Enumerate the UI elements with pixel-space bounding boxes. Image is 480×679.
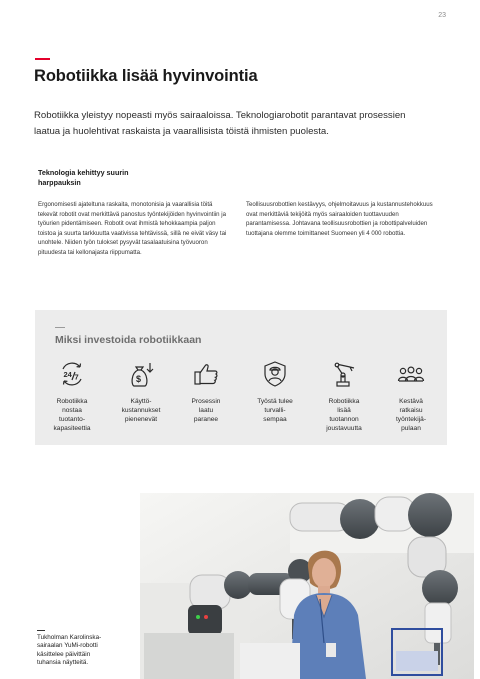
svg-text:24: 24	[63, 370, 72, 379]
side-heading: Teknologia kehittyy suurin harppauksin	[38, 168, 129, 187]
benefits-box-title: Miksi investoida robotiikkaan	[55, 334, 202, 346]
benefit-label: Robotiikka nostaa tuotanto- kapasiteettia	[53, 398, 91, 432]
box-title-rule	[55, 327, 65, 328]
24-7-clock-icon	[58, 360, 86, 388]
benefit-label: Kestävä ratkaisu työntekijä- pulaan	[395, 398, 427, 432]
robot-arm-icon	[330, 360, 358, 388]
svg-text:7: 7	[74, 372, 79, 382]
benefit-label: Robotiikka lisää tuotannon joustavuutta	[326, 398, 362, 432]
hospital-robot-photo	[140, 493, 474, 679]
page-number: 23	[438, 12, 446, 19]
page-title: Robotiikka lisää hyvinvointia	[34, 67, 258, 85]
benefit-item	[377, 360, 445, 433]
photo-caption: Tukholman Karolinska- sairaalan YuMi-robotti käsittelee päivittäin tuhansia näytteitä.	[37, 634, 102, 667]
benefit-item	[107, 360, 175, 424]
lead-paragraph: Robotiikka yleistyy nopeasti myös sairaaloissa. Teknologiarobotit parantavat prosessien laatua ja huolehtivat raskaista ja vaarallisista töistä ihmisten puolesta.	[34, 110, 406, 137]
benefit-label: Prosessin laatu paranee	[191, 398, 221, 423]
money-bag-icon	[127, 360, 155, 388]
body-column-right: Teollisuusrobottien kestävyys, ohjelmoitavuus ja kustannustehokkuus ovat merkittäviä tekijöitä myös sairaaloiden tuottavuuden parantamisessa. Johtavana teollisuusrobottien ja robottipalveluiden tuottajana olemme toimittaneet Suomeen yli 4 000 robottia.	[246, 201, 433, 237]
thumbs-up-icon	[192, 360, 220, 388]
benefit-item	[310, 360, 378, 433]
svg-text:$: $	[136, 374, 142, 384]
benefit-item	[172, 360, 240, 424]
benefit-item	[38, 360, 106, 433]
benefits-box	[35, 310, 447, 445]
team-people-icon	[397, 360, 425, 388]
caption-rule	[37, 630, 45, 631]
safety-shield-worker-icon	[261, 360, 289, 388]
benefit-label: Käyttö- kustannukset pienenevät	[121, 398, 161, 423]
body-column-left: Ergonomisesti ajateltuna raskaita, monotonisia ja vaarallisia töitä tekevät robotit ovat merkittävä panostus työntekijöiden hyvinvointiin ja työurien pidentämiseen. Robotit ovat ihmistä tehokkaampia paljon toistoa ja suurta tarkkuutta vaativissa tehtävissä, sillä ne eivät väsy tai unohtele. Niiden työn tulokset pysyvät tasalaatuisina työvuoron pituudesta tai kellonajasta riippumatta.	[38, 201, 227, 256]
title-accent-bar	[35, 58, 50, 60]
benefit-item	[241, 360, 309, 424]
benefit-label: Työstä tulee turvalli- sempaa	[257, 398, 293, 423]
